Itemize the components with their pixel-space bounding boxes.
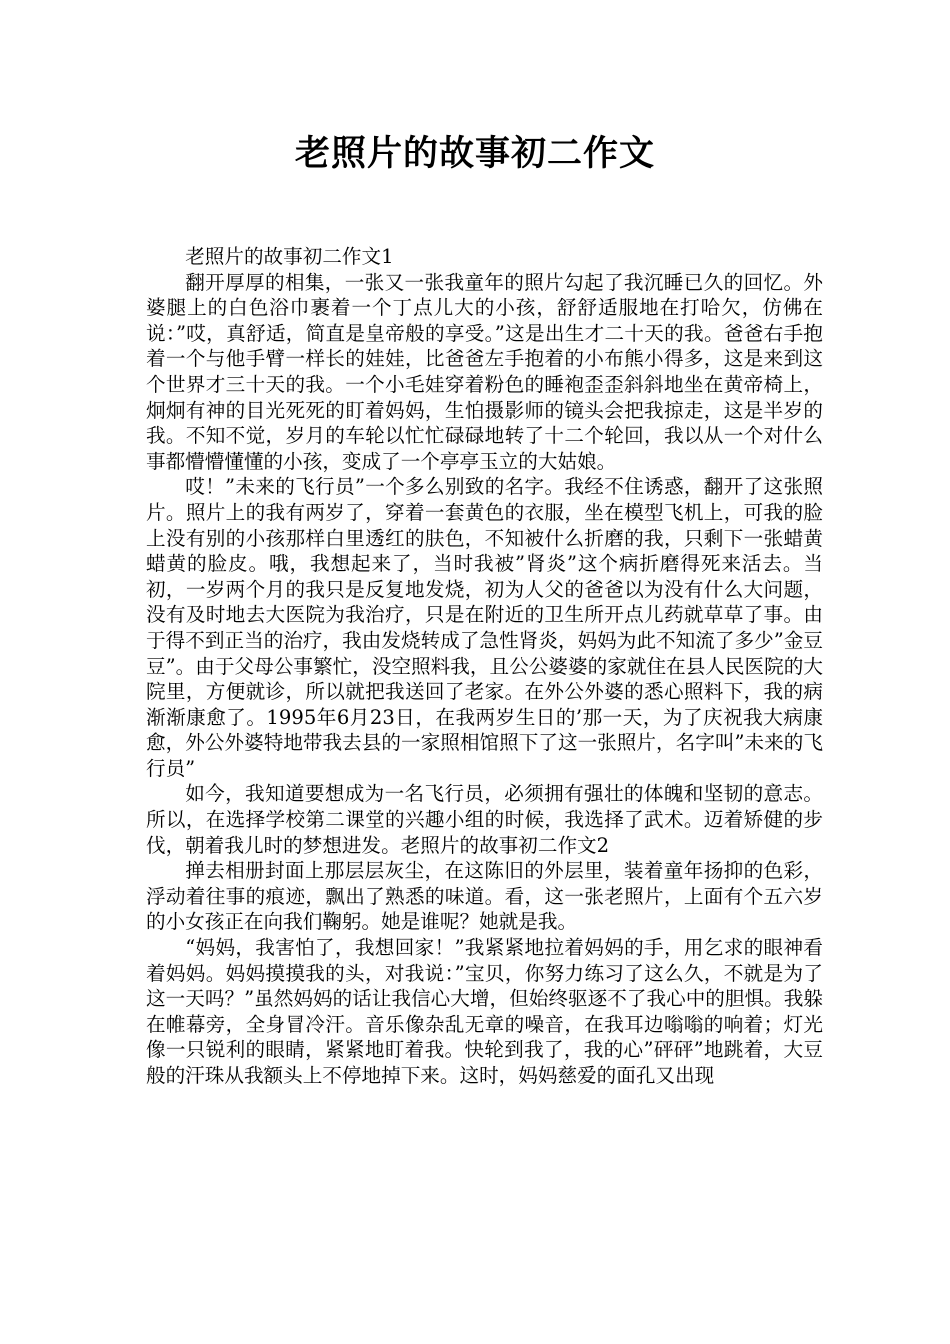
body-paragraph: 哎！”未来的飞行员”一个多么别致的名字。我经不住诱惑，翻开了这张照片。照片上的我有两岁了，穿着一套黄色的衣服，坐在模型飞机上，可我的脸上没有别的小孩那样白里透红的肤色，不知被什么折磨的我，只剩下一张蜡黄蜡黄的脸皮。哦，我想起来了，当时我被”肾炎”这个病折磨得死来活去。当初，一岁两个月的我只是反复地发烧，初为人父的爸爸以为没有什么大问题，没有及时地去大医院为我治疗，只是在附近的卫生所开点儿药就草草了事。由于得不到正当的治疗，我由发烧转成了急性肾炎，妈妈为此不知流了多少”金豆豆”。由于父母公事繁忙，没空照料我，且公公婆婆的家就住在县人民医院的大院里，方便就诊，所以就把我送回了老家。在外公外婆的悉心照料下，我的病渐渐康愈了。1995年6月23日，在我两岁生日的’那一天，为了庆祝我大病康愈，外公外婆特地带我去县的一家照相馆照下了这一张照片，名字叫”未来的飞行员” <box>146 475 823 780</box>
essay-heading-1: 老照片的故事初二作文1 <box>185 245 394 268</box>
body-paragraph: “妈妈，我害怕了，我想回家！”我紧紧地拉着妈妈的手，用乞求的眼神看着妈妈。妈妈摸摸我的头，对我说：”宝贝，你努力练习了这么久，不就是为了这一天吗？”虽然妈妈的话让我信心大增，但始终驱逐不了我心中的胆惧。我躲在帷幕旁，全身冒冷汗。音乐像杂乱无章的噪音，在我耳边嗡嗡的响着；灯光像一只锐利的眼睛，紧紧地盯着我。快轮到我了，我的心”砰砰”地跳着，大豆般的汗珠从我额头上不停地掉下来。这时，妈妈慈爱的面孔又出现 <box>146 936 823 1087</box>
document-body <box>146 244 823 1089</box>
body-paragraph: 如今，我知道要想成为一名飞行员，必须拥有强壮的体魄和坚韧的意志。所以，在选择学校第二课堂的兴趣小组的时候，我选择了武术。迈着矫健的步伐，朝着我儿时的梦想进发。老照片的故事初二作文2 <box>146 782 823 857</box>
body-paragraph: 掸去相册封面上那层层灰尘，在这陈旧的外层里，装着童年扬抑的色彩，浮动着往事的痕迹，飘出了熟悉的味道。看，这一张老照片，上面有个五六岁的小女孩正在向我们鞠躬。她是谁呢？她就是我。 <box>146 859 823 934</box>
body-paragraph: 翻开厚厚的相集，一张又一张我童年的照片勾起了我沉睡已久的回忆。外婆腿上的白色浴巾裹着一个丁点儿大的小孩，舒舒适服地在打哈欠，仿佛在说：”哎，真舒适，简直是皇帝般的享受。”这是出生才二十天的我。爸爸右手抱着一个与他手臂一样长的娃娃，比爸爸左手抱着的小布熊小得多，这是来到这个世界才三十天的我。一个小毛娃穿着粉色的睡袍歪歪斜斜地坐在黄帝椅上，炯炯有神的目光死死的盯着妈妈，生怕摄影师的镜头会把我掠走，这是半岁的我。不知不觉，岁月的车轮以忙忙碌碌地转了十二个轮回，我以从一个对什么事都懵懵懂懂的小孩，变成了一个亭亭玉立的大姑娘。 <box>146 270 823 473</box>
document-title: 老照片的故事初二作文 <box>294 134 655 174</box>
